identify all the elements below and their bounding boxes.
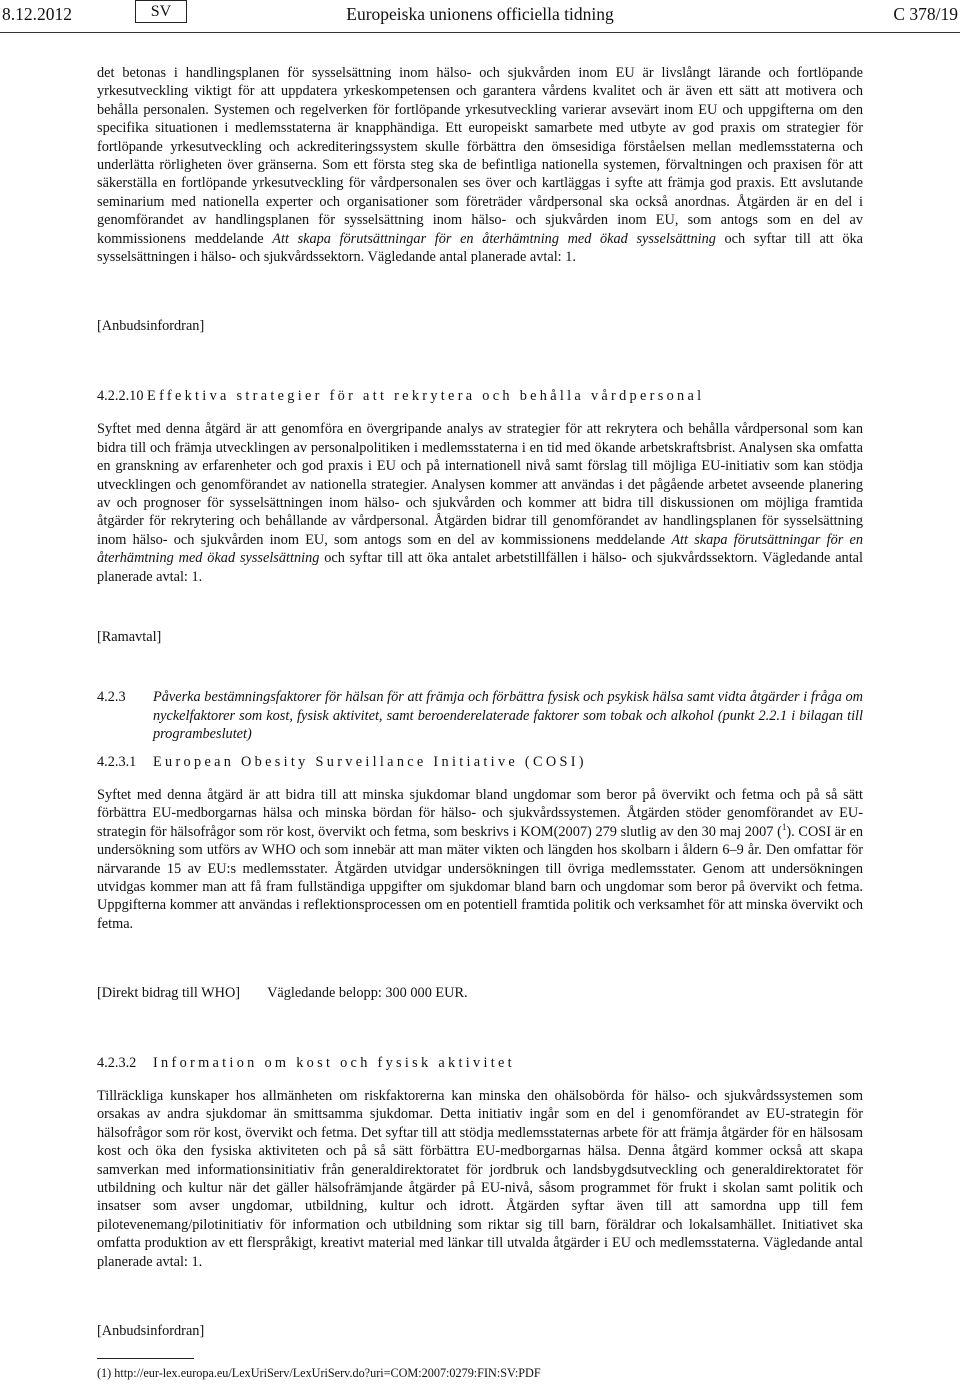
indicative-amount: Vägledande belopp: 300 000 EUR.	[267, 985, 468, 1002]
italic-title: Att skapa förutsättningar för en återhämtning med ökad sysselsättning	[272, 230, 716, 247]
funding-row	[97, 984, 863, 1002]
footnote	[97, 1358, 863, 1381]
paragraph-continued: det betonas i handlingsplanen för sysselsättning inom hälso- och sjukvården inom EU är livslångt lärande och fortlöpande yrkesutveckling viktigt för att uppdatera yrkeskompetensen och garantera vårdens kvalitet och är även ett sätt att motivera och behålla personalen. Systemen och regelverken för fortlöpande yrkesutveckling varierar avsevärt inom EU och uppgifterna om den specifika situationen i medlemsstaterna är knapphändiga. Ett europeiskt samarbete med utbyte av god praxis om strategier för fortlöpande yrkesutveckling och ackrediteringssystem skulle förbättra den ömsesidiga förståelsen mellan medlemsstaterna och underlätta rörligheten över gränserna. Som ett första steg ska de befintliga nationella systemen, förvaltningen och praxisen för att säkerställa en fortlöpande yrkesutveckling för vårdpersonalen ses över och kartläggas i syfte att främja god praxis. Ett avslutande seminarium med nationella experter och organisationer som företräder vårdpersonal ska också anordnas. Åtgärden är en del i genomförandet av handlingsplanen för sysselsättning inom hälso- och sjukvården inom EU, som antogs som en del av kommissionens meddelande Att skapa förutsättningar för en återhämtning med ökad sysselsättning och syftar till att öka sysselsättningen i hälso- och sjukvårdssektorn. Vägledande antal planerade avtal: 1.	[97, 65, 863, 266]
header-divider	[0, 32, 960, 33]
page-header	[0, 0, 960, 34]
section-heading-4-2-3	[97, 688, 863, 743]
procedure-tag: [Ramavtal]	[97, 628, 162, 645]
section-title: Påverka bestämningsfaktorer för hälsan för att främja och förbättra fysisk och psykisk hälsa samt vidta åtgärder i fråga om nyckelfaktorer som kost, fysisk aktivitet, samt beroenderelaterade faktorer som tobak och alkohol (punkt 2.2.1 i bilagan till programbeslutet)	[153, 689, 863, 743]
procedure-tag: [Anbudsinfordran]	[97, 1323, 205, 1340]
section-title: European Obesity Surveillance Initiative (COSI)	[153, 753, 587, 770]
journal-reference: C 378/19	[893, 4, 958, 24]
section-number: 4.2.2.10	[97, 387, 144, 404]
document-body	[97, 64, 863, 1341]
footnote-divider	[97, 1358, 194, 1359]
paragraph-nutrition-info: Tillräckliga kunskaper hos allmänheten om riskfaktorerna kan minska den ohälsobörda för hälso- och sjukvårdssystemen som orsakas av andra sjukdomar än smittsamma sjukdomar. Detta initiativ ingår som en del i genomförandet av EU-strategin för hälsofrågor som rör kost, övervikt och fetma. Det syftar till att stödja medlemsstaternas arbete för att främja åtgärder för en hälsosam kost och öka den fysiska aktiviteten och på så sätt förbättra EU-medborgarnas hälsa. Denna åtgärd kommer också att skapa samverkan med informationsinitiativ från generaldirektoratet för jordbruk och landsbygdsutveckling och generaldirektoratet för utbildning och kultur när det gäller hälsofrämjande åtgärder på EU-nivå, såsom programmet för frukt i skolan samt politik och insatser som avser ungdomar, utbildning, kultur och idrott. Åtgärden syftar även till att samordna upp till fem pilotevenemang/pilotinitiativ för information och utbildning som riktar sig till barn, föräldrar och lokalsamhället. Initiativet ska omfatta produktion av ett flerspråkigt, kreativt material med länkar till utvalda åtgärder i EU och medlemsstaterna. Vägledande antal planerade avtal: 1.	[97, 1088, 863, 1270]
journal-title: Europeiska unionens officiella tidning	[346, 4, 614, 24]
section-heading-4-2-3-2	[97, 1054, 863, 1072]
section-heading-4-2-3-1	[97, 753, 863, 771]
footnote-reference: 1	[781, 822, 787, 833]
section-number: 4.2.3.2	[97, 1054, 137, 1071]
footnote-marker: (1)	[97, 1366, 112, 1380]
section-number: 4.2.3.1	[97, 753, 137, 770]
section-title: Effektiva strategier för att rekrytera och behålla vårdpersonal	[147, 387, 705, 404]
section-number: 4.2.3	[97, 689, 126, 706]
language-badge: SV	[135, 0, 187, 23]
section-title: Information om kost och fysisk aktivitet	[153, 1054, 515, 1071]
footnote-link[interactable]: http://eur-lex.europa.eu/LexUriServ/LexUriServ.do?uri=COM:2007:0279:FIN:SV:PDF	[114, 1366, 541, 1380]
paragraph-recruitment: Syftet med denna åtgärd är att genomföra en övergripande analys av strategier för att rekrytera och behålla vårdpersonal som kan bidra till och främja utvecklingen av personalpolitiken i medlemsstaterna i en tid med ökande arbetskraftsbrist. Analysen ska omfatta en granskning av erfarenheter och god praxis i EU och på internationell nivå samt förslag till möjliga EU-initiativ som kan stödja utvecklingen och genomförandet av nationella strategier. Analysen kommer att användas i det pågående arbetet avseende planering av och prognoser för sysselsättningen inom hälso- och sjukvården och kommer att bidra till diskussionen om möjliga framtida åtgärder för rekrytering och behållande av vårdpersonal. Åtgärden bidrar till genomförandet av handlingsplanen för sysselsättning inom hälso- och sjukvården inom EU, som antogs som en del av kommissionens meddelande Att skapa förutsättningar för en återhämtning med ökad sysselsättning och syftar till att öka antalet arbetstillfällen i hälso- och sjukvårdssektorn. Vägledande antal planerade avtal: 1.	[97, 421, 863, 585]
procedure-tag: [Direkt bidrag till WHO]	[97, 985, 241, 1002]
section-heading-4-2-2-10	[97, 387, 863, 405]
paragraph-cosi: Syftet med denna åtgärd är att bidra till att minska sjukdomar bland ungdomar som beror på övervikt och fetma och på så sätt förbättra EU-medborgarnas hälsa och minska bördan för hälso- och sjukvårdssystemen. Åtgärden stöder genomförandet av EU-strategin för hälsofrågor som rör kost, övervikt och fetma, som beskrivs i KOM(2007) 279 slutlig av den 30 maj 2007 ($^1$). COSI är en undersökning som utförs av WHO och som innebär att man mäter vikten och längden hos skolbarn i åldern 6–9 år. Den omfattar för närvarande 15 av EU:s medlemsstater. Åtgärden utvidgar undersökningen till övriga medlemsstater. Genom att undersökningen utvidgas kommer man att få fram fullständiga uppgifter om sjukdomar bland barn och ungdomar som beror på övervikt och fetma. Uppgifterna kommer att användas i reflektionsprocessen om en potentiell framtida politik och verksamhet för att minska övervikt och fetma.	[97, 786, 863, 932]
publication-date: 8.12.2012	[2, 4, 72, 24]
procedure-tag: [Anbudsinfordran]	[97, 318, 205, 335]
italic-title: Att skapa förutsättningar för en återhämtning med ökad sysselsättning	[97, 531, 863, 567]
